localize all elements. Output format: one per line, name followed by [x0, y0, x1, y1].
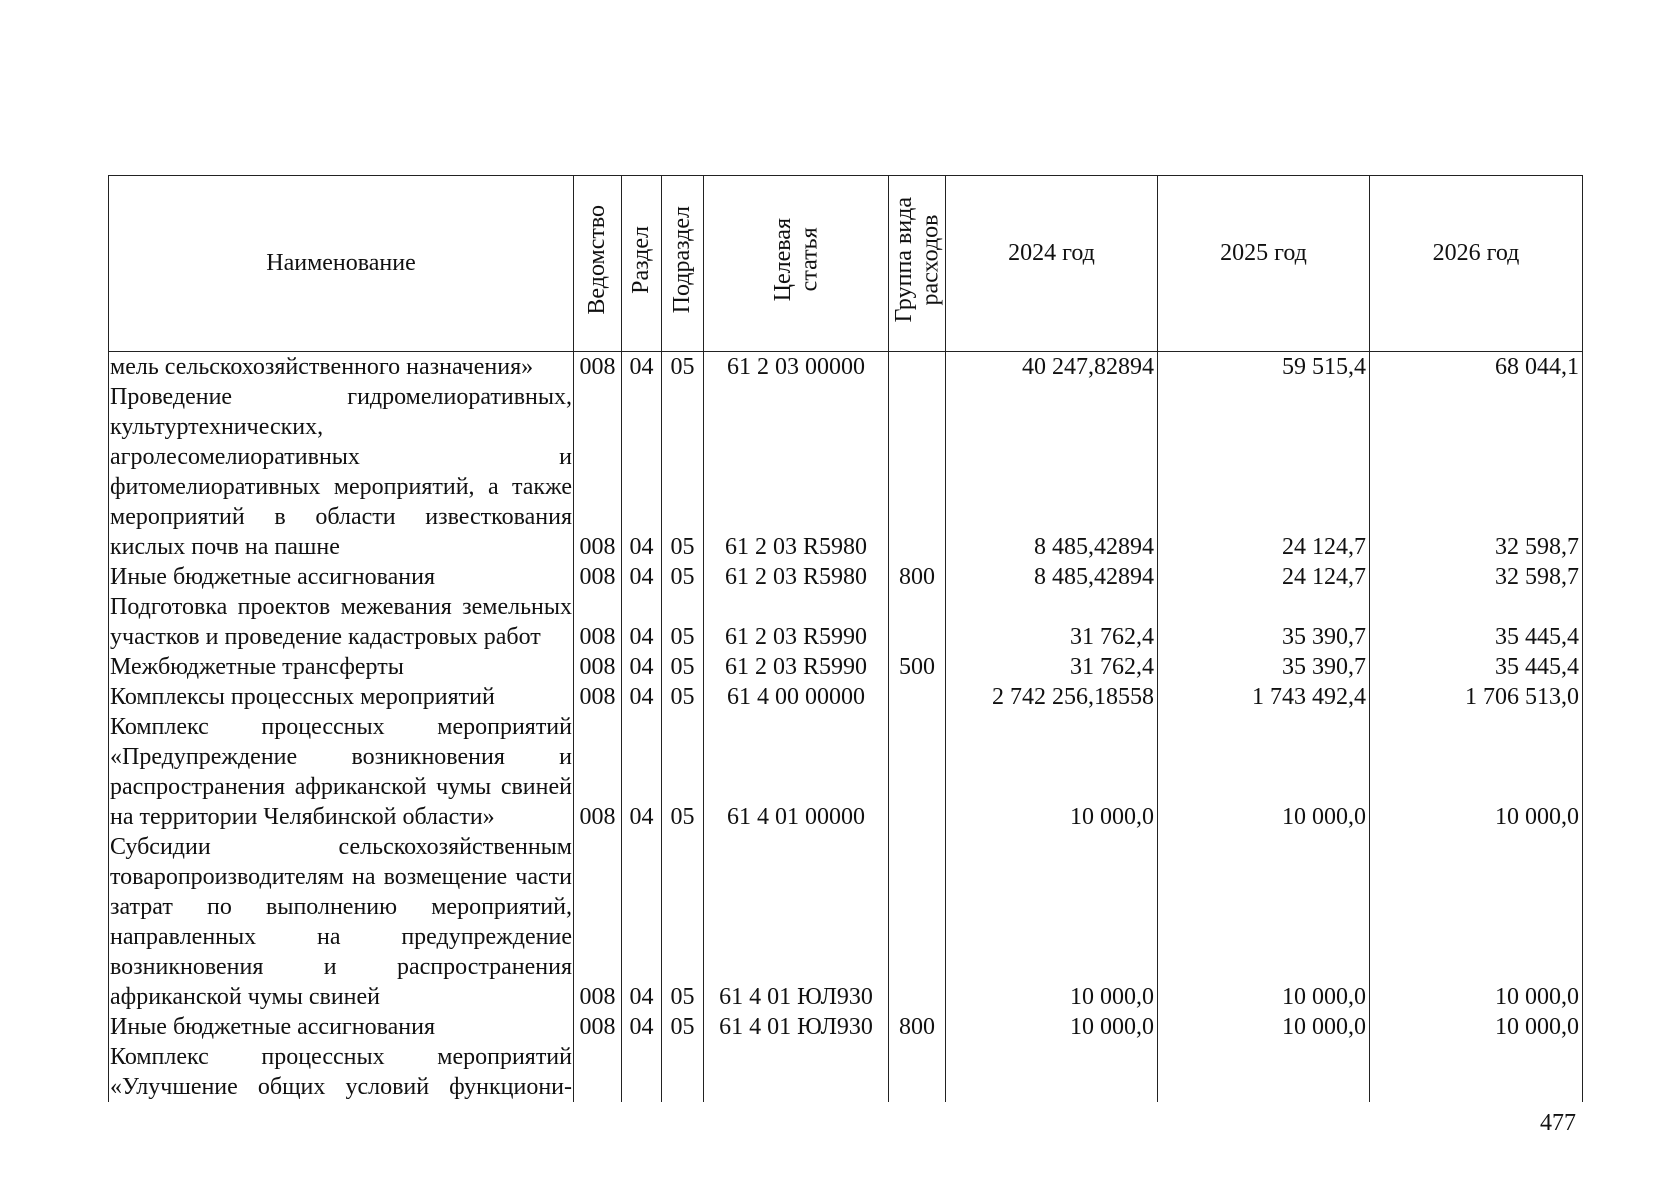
cell-2024: 10 000,0 — [946, 712, 1158, 832]
cell-vedomstvo: 008 — [574, 592, 622, 652]
header-gruppa-vida-rashodov: Группа вида расходов — [889, 176, 946, 352]
cell-2026: 1 706 513,0 — [1370, 682, 1583, 712]
header-year-2025: 2025 год — [1158, 176, 1370, 352]
cell-gruppa: 800 — [889, 562, 946, 592]
cell-2024: 31 762,4 — [946, 652, 1158, 682]
cell-name: Комплекс процессных мероприятий «Предупреждение возникновения и распространения африканской чумы свиней на территории Челябинской области» — [110, 714, 572, 830]
cell-podrazdel: 05 — [662, 682, 704, 712]
header-podrazdel: Подраздел — [662, 176, 704, 352]
cell-gruppa — [889, 382, 946, 562]
cell-gruppa: 800 — [889, 1012, 946, 1042]
cell-2024: 40 247,82894 — [946, 352, 1158, 383]
cell-razdel: 04 — [622, 592, 662, 652]
cell-gruppa — [889, 352, 946, 383]
cell-razdel: 04 — [622, 682, 662, 712]
cell-2025 — [1158, 1042, 1370, 1102]
cell-razdel: 04 — [622, 712, 662, 832]
table-row — [109, 562, 1583, 592]
cell-vedomstvo: 008 — [574, 352, 622, 383]
cell-2026: 35 445,4 — [1370, 592, 1583, 652]
cell-2025: 59 515,4 — [1158, 352, 1370, 383]
cell-2025: 24 124,7 — [1158, 382, 1370, 562]
cell-celevaya-statya: 61 4 00 00000 — [704, 682, 889, 712]
cell-2026: 32 598,7 — [1370, 382, 1583, 562]
cell-2024: 31 762,4 — [946, 592, 1158, 652]
cell-2026: 68 044,1 — [1370, 352, 1583, 383]
cell-vedomstvo: 008 — [574, 562, 622, 592]
cell-gruppa — [889, 832, 946, 1012]
cell-2026: 10 000,0 — [1370, 712, 1583, 832]
cell-vedomstvo — [574, 1042, 622, 1102]
table-row — [109, 682, 1583, 712]
table-row — [109, 1012, 1583, 1042]
cell-vedomstvo: 008 — [574, 382, 622, 562]
cell-2024: 2 742 256,18558 — [946, 682, 1158, 712]
cell-gruppa — [889, 592, 946, 652]
table-body — [109, 352, 1583, 1103]
cell-celevaya-statya — [704, 1042, 889, 1102]
cell-gruppa — [889, 1042, 946, 1102]
header-razdel: Раздел — [622, 176, 662, 352]
cell-razdel: 04 — [622, 652, 662, 682]
cell-2025: 10 000,0 — [1158, 712, 1370, 832]
cell-podrazdel: 05 — [662, 1012, 704, 1042]
header-year-2024: 2024 год — [946, 176, 1158, 352]
cell-podrazdel: 05 — [662, 382, 704, 562]
cell-name: Межбюджетные трансферты — [109, 652, 574, 682]
cell-name: Комплекс процессных мероприятий «Улучшение общих условий функциони- — [110, 1044, 572, 1100]
cell-2024 — [946, 1042, 1158, 1102]
cell-podrazdel: 05 — [662, 352, 704, 383]
header-celevaya-statya: Целевая статья — [704, 176, 889, 352]
cell-gruppa — [889, 712, 946, 832]
cell-2025: 35 390,7 — [1158, 592, 1370, 652]
cell-2026: 32 598,7 — [1370, 562, 1583, 592]
cell-podrazdel: 05 — [662, 712, 704, 832]
cell-name: Субсидии сельскохозяйственным товаропроизводителям на возмещение части затрат по выполнению мероприятий, направленных на предупреждение возникновения и распространения африканской чумы свиней — [110, 834, 572, 1010]
cell-2024: 8 485,42894 — [946, 562, 1158, 592]
cell-2025: 35 390,7 — [1158, 652, 1370, 682]
cell-2024: 10 000,0 — [946, 832, 1158, 1012]
cell-vedomstvo: 008 — [574, 652, 622, 682]
cell-2026 — [1370, 1042, 1583, 1102]
cell-celevaya-statya: 61 4 01 00000 — [704, 712, 889, 832]
cell-celevaya-statya: 61 2 03 R5980 — [704, 562, 889, 592]
page-number: 477 — [1540, 1110, 1576, 1136]
cell-celevaya-statya: 61 2 03 R5990 — [704, 652, 889, 682]
cell-podrazdel: 05 — [662, 592, 704, 652]
cell-razdel: 04 — [622, 832, 662, 1012]
cell-celevaya-statya: 61 4 01 ЮЛ930 — [704, 1012, 889, 1042]
header-year-2026: 2026 год — [1370, 176, 1583, 352]
cell-razdel: 04 — [622, 562, 662, 592]
cell-celevaya-statya: 61 2 03 00000 — [704, 352, 889, 383]
header-vedomstvo: Ведомство — [574, 176, 622, 352]
cell-razdel: 04 — [622, 352, 662, 383]
cell-podrazdel — [662, 1042, 704, 1102]
cell-razdel — [622, 1042, 662, 1102]
cell-2026: 10 000,0 — [1370, 832, 1583, 1012]
cell-2025: 10 000,0 — [1158, 1012, 1370, 1042]
cell-razdel: 04 — [622, 382, 662, 562]
table-row — [109, 352, 1583, 383]
budget-table — [108, 175, 1583, 1102]
table-row — [109, 712, 1583, 832]
cell-gruppa — [889, 682, 946, 712]
cell-celevaya-statya: 61 2 03 R5990 — [704, 592, 889, 652]
table-row — [109, 1042, 1583, 1102]
cell-2024: 10 000,0 — [946, 1012, 1158, 1042]
cell-vedomstvo: 008 — [574, 712, 622, 832]
cell-podrazdel: 05 — [662, 562, 704, 592]
cell-celevaya-statya: 61 2 03 R5980 — [704, 382, 889, 562]
cell-vedomstvo: 008 — [574, 1012, 622, 1042]
cell-name: Иные бюджетные ассигнования — [109, 562, 574, 592]
table-row — [109, 382, 1583, 562]
cell-name: Иные бюджетные ассигнования — [109, 1012, 574, 1042]
cell-2025: 10 000,0 — [1158, 832, 1370, 1012]
cell-podrazdel: 05 — [662, 652, 704, 682]
cell-name: Комплексы процессных мероприятий — [109, 682, 574, 712]
cell-2025: 24 124,7 — [1158, 562, 1370, 592]
cell-name: Проведение гидромелиоративных, культуртехнических, агролесомелиоративных и фитомелиоративных мероприятий, а также мероприятий в области известкования кислых почв на пашне — [110, 384, 572, 560]
cell-2025: 1 743 492,4 — [1158, 682, 1370, 712]
table-row — [109, 652, 1583, 682]
cell-vedomstvo: 008 — [574, 682, 622, 712]
cell-celevaya-statya: 61 4 01 ЮЛ930 — [704, 832, 889, 1012]
header-name: Наименование — [109, 176, 574, 352]
cell-vedomstvo: 008 — [574, 832, 622, 1012]
cell-podrazdel: 05 — [662, 832, 704, 1012]
table-row — [109, 592, 1583, 652]
cell-razdel: 04 — [622, 1012, 662, 1042]
cell-gruppa: 500 — [889, 652, 946, 682]
cell-name: Подготовка проектов межевания земельных участков и проведение кадастровых работ — [110, 594, 572, 650]
cell-name: мель сельскохозяйственного назначения» — [109, 352, 574, 383]
cell-2024: 8 485,42894 — [946, 382, 1158, 562]
table-header — [109, 176, 1583, 352]
cell-2026: 10 000,0 — [1370, 1012, 1583, 1042]
cell-2026: 35 445,4 — [1370, 652, 1583, 682]
table-row — [109, 832, 1583, 1012]
